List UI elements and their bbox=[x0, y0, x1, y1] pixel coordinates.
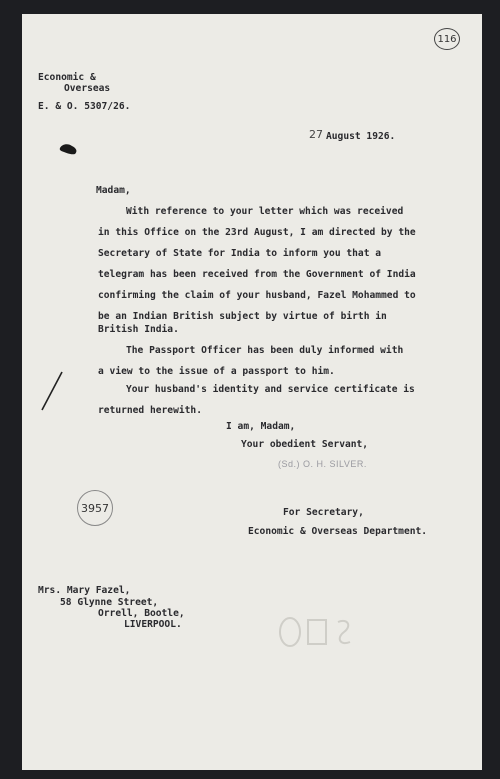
body-line: confirming the claim of your husband, Fazel Mohammed to bbox=[98, 290, 416, 301]
signature-department: Economic & Overseas Department. bbox=[248, 526, 428, 537]
addressee-town: Orrell, Bootle, bbox=[98, 608, 185, 619]
reference-number: E. & O. 5307/26. bbox=[38, 101, 131, 112]
body-line: returned herewith. bbox=[98, 405, 202, 416]
folio-number: 116 bbox=[434, 28, 460, 50]
addressee-name: Mrs. Mary Fazel, bbox=[38, 585, 131, 596]
faint-watermark bbox=[276, 612, 356, 652]
department-line-2: Overseas bbox=[64, 83, 111, 94]
margin-pencil-mark bbox=[38, 370, 68, 414]
closing-line-2: Your obedient Servant, bbox=[241, 439, 369, 450]
signature-title: For Secretary, bbox=[283, 507, 364, 518]
body-line: Your husband's identity and service certificate is bbox=[126, 384, 415, 395]
body-line: in this Office on the 23rd August, I am directed by the bbox=[98, 227, 416, 238]
body-line: The Passport Officer has been duly informed with bbox=[126, 345, 404, 356]
body-line: Secretary of State for India to inform you that a bbox=[98, 248, 382, 259]
body-line: With reference to your letter which was received bbox=[126, 206, 404, 217]
signature-stamp: (Sd.) O. H. SILVER. bbox=[278, 459, 367, 469]
addressee-city: LIVERPOOL. bbox=[124, 619, 182, 630]
file-number-stamp: 3957 bbox=[77, 490, 113, 526]
body-line: be an Indian British subject by virtue of birth in bbox=[98, 311, 387, 322]
letter-date: August 1926. bbox=[326, 131, 396, 142]
date-stamp-day: 27 bbox=[309, 128, 323, 141]
department-line-1: Economic & bbox=[38, 72, 96, 83]
addressee-street: 58 Glynne Street, bbox=[60, 597, 159, 608]
salutation: Madam, bbox=[96, 185, 131, 196]
closing-line-1: I am, Madam, bbox=[226, 421, 296, 432]
body-line: telegram has been received from the Government of India bbox=[98, 269, 416, 280]
body-line: a view to the issue of a passport to him. bbox=[98, 366, 335, 377]
ink-blot-mark bbox=[58, 142, 80, 156]
body-line: British India. bbox=[98, 324, 179, 335]
